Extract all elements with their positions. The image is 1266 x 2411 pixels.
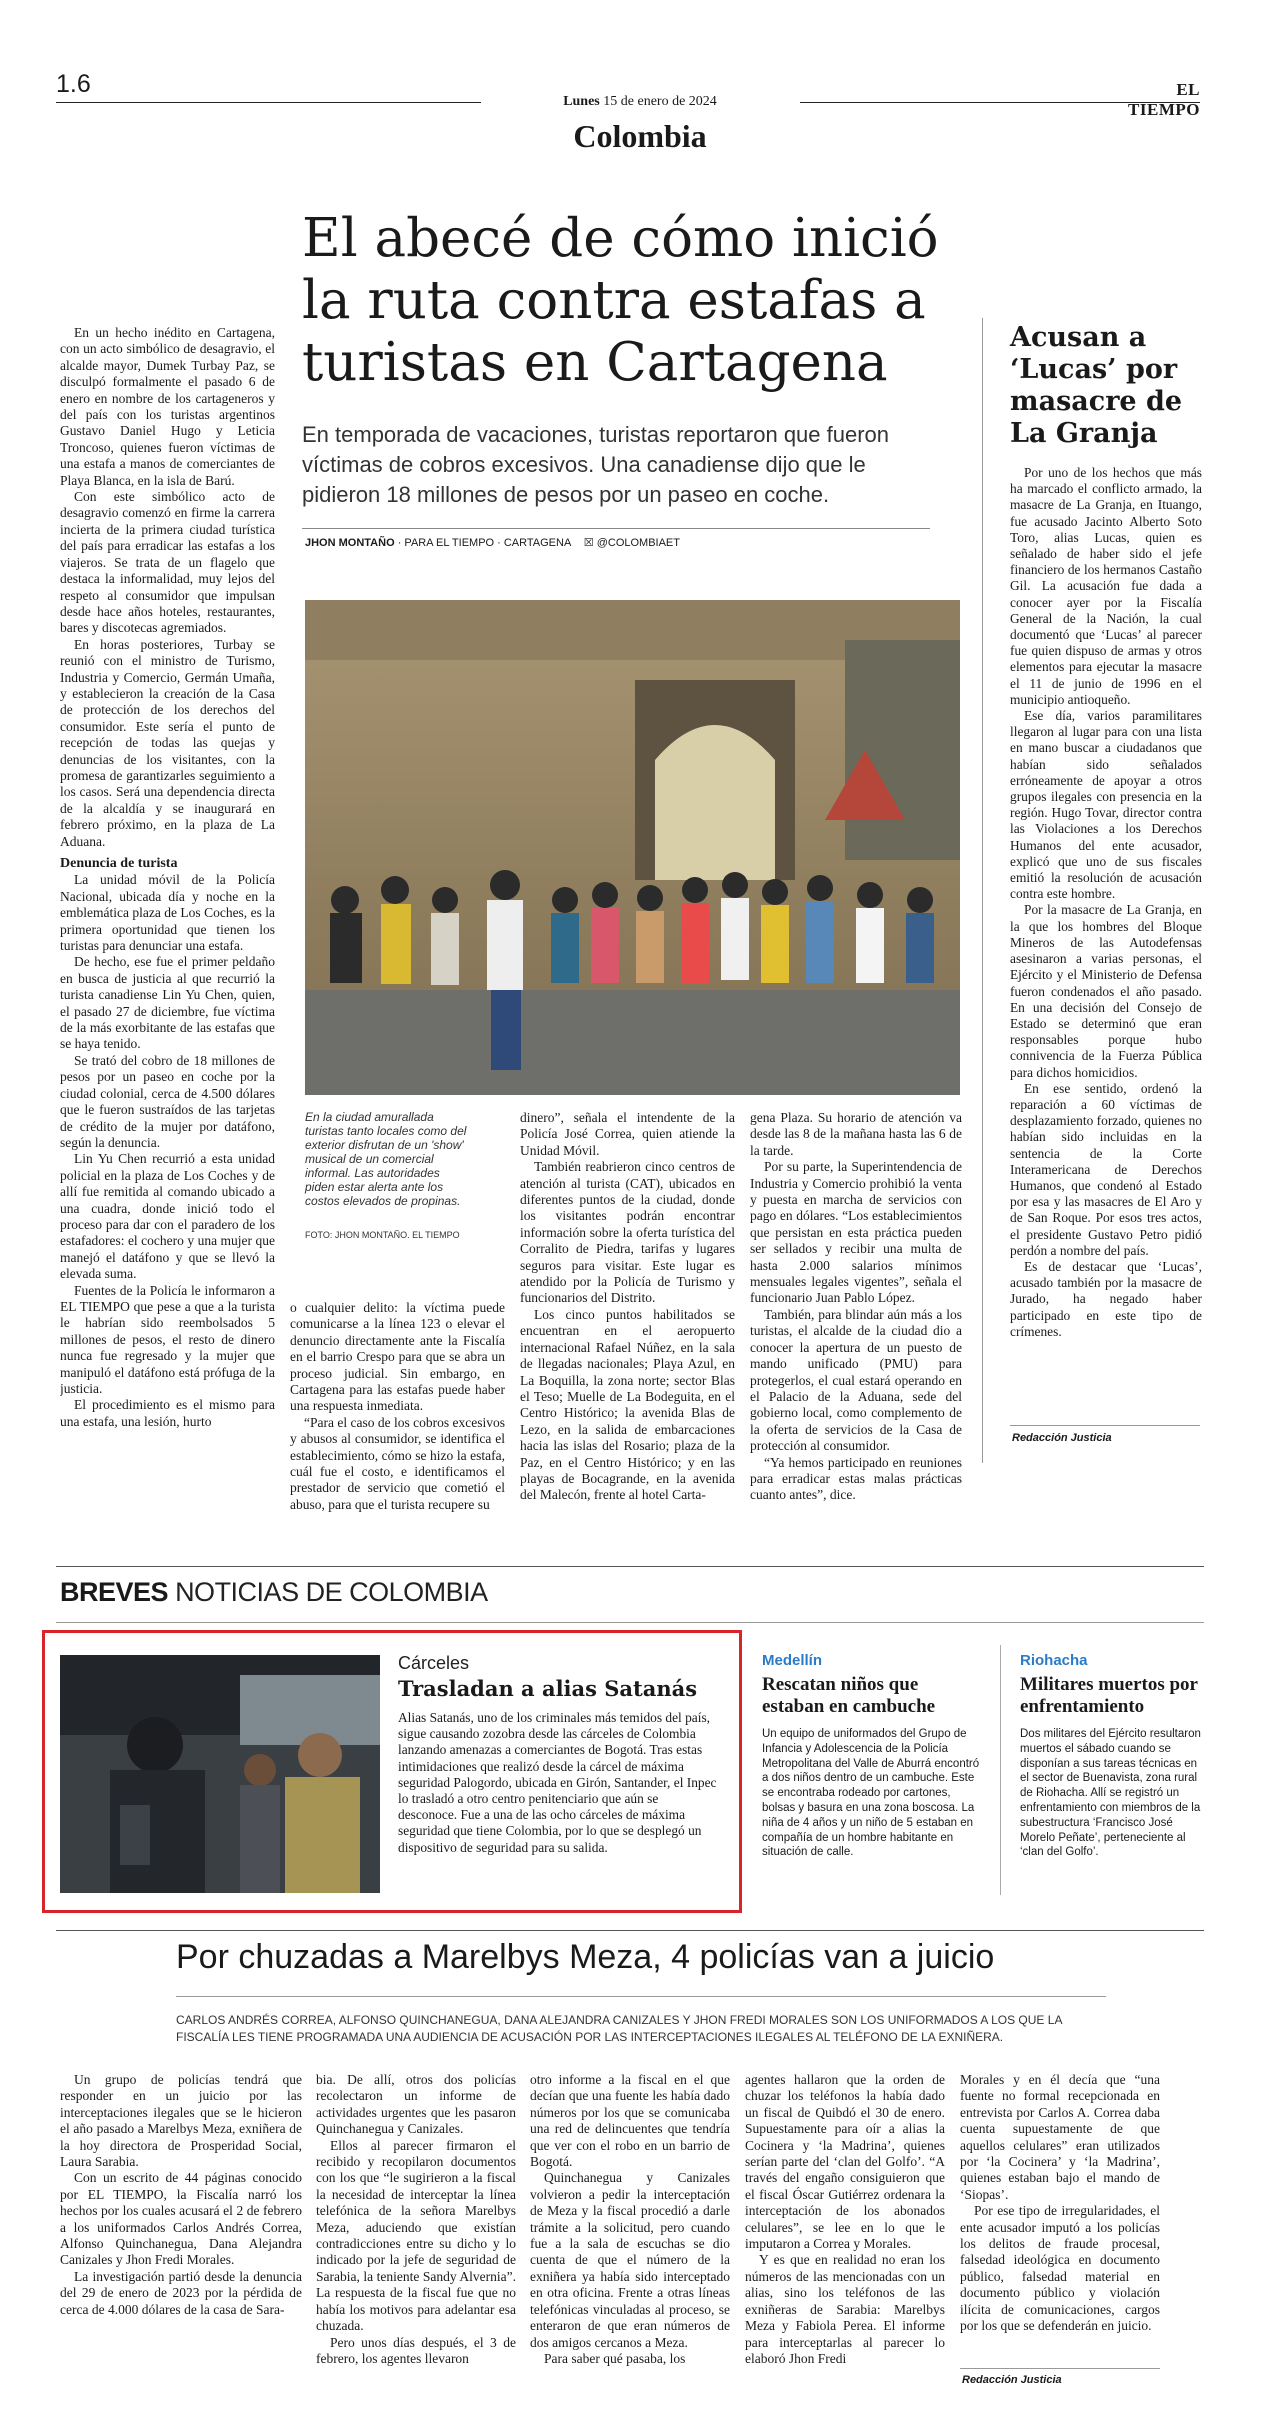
main-col1-para: Fuentes de la Policía le informaron a EL TIEMPO que pese a que a la turista le habrían sido reembolsados 5 millones de pesos, el resto de dinero nunca fue regresado y la mujer que manipuló el datáfono está prófuga de la justicia. bbox=[60, 1282, 275, 1396]
side-signature: Redacción Justicia bbox=[1012, 1432, 1112, 1444]
breve2-body: Un equipo de uniformados del Grupo de Infancia y Adolescencia de la Policía Metropolitana del Valle de Aburrá encontró a dos niños dentro de un cambuche. Este se encontraba rodeado por cartones, bolsas y basura en una zona boscosa. La niña de 4 años y un niño de 5 estaban en compañía de un hombre habitante en situación de calle. bbox=[762, 1728, 980, 1859]
main-deck: En temporada de vacaciones, turistas reportaron que fueron víctimas de cobros excesivos. Una canadiense dijo que le pidieron 18 millones de pesos por un paseo en coche. bbox=[302, 422, 890, 507]
side-headline: Acusan a ‘Lucas’ por masacre de La Granja bbox=[1010, 322, 1183, 449]
bottom-column-3 bbox=[530, 2072, 730, 2390]
bottom-col2-para: bia. De allí, otros dos policías recolectaron un informe de actividades urgentes que les pasaron Quinchanegua y Canizales. bbox=[316, 2072, 516, 2137]
featured-headline: Trasladan a alias Satanás bbox=[398, 1676, 698, 1701]
main-col4-para: “Ya hemos participado en reuniones para erradicar estas malas prácticas cuanto antes”, dice. bbox=[750, 1454, 962, 1503]
breve3-kicker: Riohacha bbox=[1020, 1652, 1088, 1669]
main-column-1 bbox=[60, 325, 275, 1545]
main-col3-para: dinero”, señala el intendente de la Policía José Correa, quien atiende la Unidad Móvil. bbox=[520, 1110, 735, 1158]
featured-kicker: Cárceles bbox=[398, 1653, 470, 1673]
main-col1-para: La unidad móvil de la Policía Nacional, ubicada día y noche en la emblemática plaza de Los Coches, es la primera oportunidad que tienen los turistas para denunciar una estafa. bbox=[60, 872, 275, 954]
police-vehicle-photo bbox=[60, 1655, 380, 1893]
main-photo bbox=[305, 600, 960, 1095]
main-col1-para: En un hecho inédito en Cartagena, con un acto simbólico de desagravio, el alcalde mayor, Dumek Turbay Paz, se disculpó formalmente el pasado 6 de enero en nombre de los cartageneros y del país con los turistas argentinos Gustavo Daniel Hugo y Leticia Troncoso, quienes fueron víctimas de una estafa a manos de comerciantes de Playa Blanca, en la isla de Barú. bbox=[60, 325, 275, 488]
byline bbox=[305, 536, 680, 549]
bottom-col3-para: Quinchanegua y Canizales volvieron a pedir la interceptación de Meza y la fiscal procedió a darle trámite a la solicitud, pero cuando fue a la sala de escuchas se dio cuenta de que el número de la exniñera ya había sido interceptado en otra oficina. Frente a otras líneas telefónicas vinculadas al proceso, se enteraron de que eran números de dos amigos cercanos a Meza. bbox=[530, 2170, 730, 2350]
tourists-street-photo bbox=[305, 600, 960, 1095]
bottom-headline: Por chuzadas a Marelbys Meza, 4 policías van a juicio bbox=[176, 1938, 995, 1976]
header-date-rest: 15 de enero de 2024 bbox=[603, 94, 717, 109]
bottom-signature-rule bbox=[960, 2368, 1160, 2369]
photo-caption: En la ciudad amurallada turistas tanto locales como del exterior disfrutan de un 'show' musical de un comercial informal. Las autoridades piden estar alerta ante los costos elevados de propinas. bbox=[305, 1110, 467, 1208]
breve3-headline: Militares muertos por enfrentamiento bbox=[1020, 1674, 1198, 1717]
bottom-deck: CARLOS ANDRÉS CORREA, ALFONSO QUINCHANEGUA, DANA ALEJANDRA CANIZALES Y JHON FREDI MORALES SON LOS UNIFORMADOS A LOS QUE LA FISCALÍA LES TIENE PROGRAMADA UNA AUDIENCIA DE ACUSACIÓN POR LAS INTERCEPTACIONES ILEGALES AL TELÉFONO DE LA EXNIÑERA. bbox=[176, 2013, 1062, 2044]
bottom-column-1 bbox=[60, 2072, 302, 2390]
main-subhead: Denuncia de turista bbox=[60, 856, 178, 871]
header-date-day: Lunes bbox=[563, 94, 600, 109]
bottom-deck-rule bbox=[176, 1996, 1106, 1997]
main-column-3 bbox=[520, 1110, 735, 1545]
main-col1-para: El procedimiento es el mismo para una estafa, una lesión, hurto bbox=[60, 1397, 275, 1429]
bottom-column-5 bbox=[960, 2072, 1160, 2367]
main-col3-para: Los cinco puntos habilitados se encuentran en el aeropuerto internacional Rafael Núñez, en la sala de llegadas nacionales; Playa Azul, en La Boquilla, la zona norte; sector Blas el Teso; Muelle de La Bodeguita, en el Centro Histórico; la avenida Blas de Lezo, en la salida de embarcaciones hacia las islas del Rosario; plaza de la Paz, en el Centro Histórico; y en las playas de Bocagrande, en la avenida del Malecón, frente al hotel Carta- bbox=[520, 1306, 735, 1503]
main-col1-para: Se trató del cobro de 18 millones de pesos por un paseo en coche por la ciudad colonial, cerca de 4.500 dólares que le fueron sustraídos de las tarjetas de crédito de la mujer por datáfono, según la denuncia. bbox=[60, 1052, 275, 1150]
byline-name: JHON MONTAÑO bbox=[305, 537, 395, 549]
main-headline: El abecé de cómo inició la ruta contra estafas a turistas en Cartagena bbox=[302, 208, 939, 393]
breve3-body: Dos militares del Ejército resultaron muertos el sábado cuando se disponían a sus tareas técnicas en el sector de Buenavista, zona rural de Riohacha. Allí se registró un enfrentamiento con miembros de la subestructura ‘Francisco José Morelo Peñate’, perteneciente al ‘clan del Golfo’. bbox=[1020, 1728, 1201, 1859]
main-col2-para: o cualquier delito: la víctima puede comunicarse a la línea 123 o elevar el denuncio directamente ante la Fiscalía en el barrio Crespo para que se abra un proceso judicial. Sin embargo, en Cartagena para las estafas puede haber una respuesta inmediata. bbox=[290, 1300, 505, 1414]
byline-rest: · PARA EL TIEMPO · CARTAGENA bbox=[397, 537, 571, 549]
side-signature-rule bbox=[1010, 1425, 1200, 1426]
side-para: Por uno de los hechos que más ha marcado el conflicto armado, la masacre de La Granja, en Ituango, fue acusado Jacinto Alberto Soto Toro, alias Lucas, quien es señalado de haber sido el jefe financiero de los hermanos Castaño Gil. La acusación fue dada a conocer ayer por la Fiscalía General de la Nación, la cual documentó que ‘Lucas’ al parecer fue quien dispuso de armas y otros elementos para ejecutar la masacre el 11 de junio de 1996 en el municipio antioqueño. bbox=[1010, 465, 1202, 707]
main-column-4 bbox=[750, 1110, 962, 1545]
side-para: Ese día, varios paramilitares llegaron al lugar para con una lista en mano buscar a ciudadanos que habían sido señalados erróneamente de apoyar a otros grupos ilegales con presencia en la región. Hugo Tovar, director contra las Violaciones a los Derechos Humanos del ente acusador, explicó que uno de sus fiscales emitió la resolución de acusación contra este hombre. bbox=[1010, 708, 1202, 902]
bottom-column-2 bbox=[316, 2072, 516, 2390]
x-social-icon: ☒ bbox=[583, 537, 594, 549]
side-para: Por la masacre de La Granja, en la que los hombres del Bloque Mineros de las Autodefensas asesinaron a varias personas, el Ejército y el Ministerio de Defensa fueron condenados el año pasado. En una decisión del Consejo de Estado se determinó que eran responsables porque hubo connivencia de la Fuerza Pública para dichos homicidios. bbox=[1010, 902, 1202, 1080]
header-date bbox=[520, 94, 760, 110]
breves-label-rest: NOTICIAS DE COLOMBIA bbox=[175, 1577, 488, 1607]
bottom-col5-para: Morales y en él decía que “una fuente no formal recepcionada en entrevista por Carlos A. Correa daba cuenta supuestamente de que aquellos celulares” eran utilizados por ‘la Cocinera’ y ‘la Madrina’, quienes estaban bajo el mando de ‘Siopas’. bbox=[960, 2072, 1160, 2202]
breves-rule-top bbox=[56, 1566, 1204, 1567]
featured-body: Alias Satanás, uno de los criminales más temidos del país, sigue causando zozobra desde las cárceles de Colombia lanzando amenazas a comerciantes de Bogotá. Tras estas intimidaciones que realizó desde la cárcel de máxima seguridad Palogordo, ubicada en Girón, Santander, el Inpec lo trasladó a otro centro penitenciario que aún se desconoce. Fue a una de las ocho cárceles de máxima seguridad que tiene Colombia, por lo que se desplegó un dispositivo de seguridad para su salida. bbox=[398, 1710, 717, 1855]
main-col1-para: De hecho, ese fue el primer peldaño en busca de justicia al que recurrió la turista canadiense Lin Yu Chen, quien, el pasado 27 de diciembre, fue víctima de la más exorbitante de las estafas que se haya tenido. bbox=[60, 954, 275, 1052]
side-body bbox=[1010, 465, 1202, 1425]
bottom-col3-para: otro informe a la fiscal en el que decían que una fuente les había dado números por los que se comunicaba una red de delincuentes que tendría que ver con el robo en un barrio de Bogotá. bbox=[530, 2072, 730, 2170]
breve2-headline: Rescatan niños que estaban en cambuche bbox=[762, 1674, 936, 1717]
brand-logo: EL TIEMPO bbox=[1128, 80, 1200, 119]
bottom-col3-para: Para saber qué pasaba, los bbox=[544, 2350, 686, 2366]
main-col4-para: gena Plaza. Su horario de atención va desde las 8 de la mañana hasta las 6 de la tarde. bbox=[750, 1110, 962, 1158]
side-para: En ese sentido, ordenó la reparación a 60 víctimas de desplazamiento forzado, quienes no habían sido incluidas en la sentencia de la Corte Interamericana de Derechos Humanos, que condenó al Estado por esa y las masacres de El Aro y de San Roque. Por esos tres actos, el presidente Gustavo Petro pidió perdón a nombre del país. bbox=[1010, 1080, 1202, 1258]
main-col1-para: Con este simbólico acto de desagravio comenzó en firme la carrera incierta de la primera ciudad turística del país para erradicar las estafas a los viajeros. Se trata de un flagelo que destaca la informalidad, muy lejos del respeto al consumidor que impulsan desde hace años hoteles, restaurantes, bares y discotecas agremiados. bbox=[60, 489, 275, 636]
bottom-col2-para: Pero unos días después, el 3 de febrero, los agentes llevaron bbox=[316, 2334, 516, 2366]
bottom-column-4 bbox=[745, 2072, 945, 2390]
main-col3-para: También reabrieron cinco centros de atención al turista (CAT), ubicados en diferentes puntos de la ciudad, donde los visitantes podrán encontrar información sobre la oferta turística del Corralito de Piedra, tarifas y lugares seguros para visitar. Este lugar es atendido por la Policía de Turismo y funcionarios del Distrito. bbox=[520, 1159, 735, 1306]
side-divider bbox=[982, 318, 983, 1463]
header-rule-left bbox=[56, 102, 481, 103]
bottom-col1-para: Un grupo de policías tendrá que responder en un juicio por las interceptaciones ilegales que se le hicieron el año pasado a Marelbys Meza, exniñera de la hoy directora de Prosperidad Social, Laura Sarabia. bbox=[60, 2072, 302, 2170]
photo-credit: FOTO: JHON MONTAÑO. EL TIEMPO bbox=[305, 1230, 460, 1240]
bottom-col5-para: Por ese tipo de irregularidades, el ente acusador imputó a los policías los delitos de fraude procesal, falsedad ideológica en documento público, falsedad material en documento público y violación ilícita de comunicaciones, cargos por los que se defenderán en juicio. bbox=[960, 2203, 1160, 2334]
byline-rule-top bbox=[302, 528, 930, 529]
main-col1-para: En horas posteriores, Turbay se reunió con el ministro de Turismo, Industria y Comercio, Germán Umaña, y establecieron la creación de la Casa de protección de los derechos del consumidor. Este sería el punto de recepción de todas las quejas y denuncias de los visitantes, con la promesa de garantizarles seguimiento a los casos. Será una dependencia directa de la alcaldía y se inaugurará en febrero próximo, en la plaza de La Aduana. bbox=[60, 636, 275, 849]
bottom-signature: Redacción Justicia bbox=[962, 2374, 1062, 2386]
main-col4-para: Por su parte, la Superintendencia de Industria y Comercio prohibió la venta y puesta en marcha de servicios con pago en dólares. “Los establecimientos que persistan en esta práctica pueden ser sellados y recibir una multa de hasta 2.000 salarios mínimos mensuales legales vigentes”, señala el funcionario Juan Pablo López. bbox=[750, 1159, 962, 1306]
main-col2-para: “Para el caso de los cobros excesivos y abusos al consumidor, se identifica el establecimiento, cómo se hizo la estafa, cuál fue el costo, e identificamos el prestador de servicio que cometió el abuso, para que el turista recupere su bbox=[290, 1414, 505, 1512]
side-para: Es de destacar que ‘Lucas’, acusado también por la masacre de Jurado, ha negado haber participado en este tipo de crímenes. bbox=[1010, 1258, 1202, 1339]
breves-divider bbox=[1000, 1645, 1001, 1895]
main-col1-para: Lin Yu Chen recurrió a esta unidad policial en la plaza de Los Coches y de allí fue remitida al comando ubicado a una cuadra, donde inició todo el proceso para dar con el paradero de los estafadores: el cochero y una mujer que manejó el datáfono y que se llevó la elevada suma. bbox=[60, 1151, 275, 1282]
main-column-2 bbox=[290, 1300, 505, 1545]
breves-rule-bottom bbox=[56, 1930, 1204, 1931]
bottom-col4-para: agentes hallaron que la orden de chuzar los teléfonos la había dado un fiscal de Quibdó el 30 de enero. Supuestamente para oír a alias la Cocinera y ‘la Madrina’, quienes serían parte del ‘clan del Golfo’. “A través del engaño consiguieron que el fiscal Óscar Gutiérrez ordenara la interceptación de los abonados celulares”, se lee en lo que le imputaron a Correa y Morales. bbox=[745, 2072, 945, 2252]
breves-rule-mid bbox=[56, 1622, 1204, 1623]
breves-label bbox=[60, 1577, 488, 1608]
bottom-col1-para: Con un escrito de 44 páginas conocido por EL TIEMPO, la Fiscalía narró los hechos por los cuales acusará el 2 de febrero a los uniformados Carlos Andrés Correa, Alfonso Quinchanegua, Dana Alejandra Canizales y Jhon Fredi Morales. bbox=[60, 2170, 302, 2268]
satanas-photo bbox=[60, 1655, 380, 1893]
main-col4-para: También, para blindar aún más a los turistas, el alcalde de la ciudad dio a conocer la apertura de un puesto de mando unificado (PMU) para protegerlos, el cual estará operando en el Palacio de la Aduana, sede del gobierno local, como complemento de la oferta de servicios de la Casa de protección al consumidor. bbox=[750, 1306, 962, 1454]
bottom-col1-para: La investigación partió desde la denuncia del 29 de enero de 2023 por la pérdida de cerca de 4.000 dólares de la casa de Sara- bbox=[60, 2268, 302, 2317]
byline-social: @COLOMBIAET bbox=[596, 537, 680, 549]
section-title: Colombia bbox=[573, 118, 707, 154]
breve2-kicker: Medellín bbox=[762, 1652, 823, 1669]
breves-label-bold: BREVES bbox=[60, 1577, 169, 1607]
bottom-col4-para: Y es que en realidad no eran los números de las mencionadas con un alias, sino los teléfonos de las exniñeras de Sarabia: Marelbys Meza y Fabiola Perea. El informe para interceptarlas al parecer lo elaboró Jhon Fredi bbox=[745, 2252, 945, 2366]
bottom-col2-para: Ellos al parecer firmaron el recibido y recopilaron documentos con los que “le sugirieron a la fiscal la necesidad de interceptar la línea telefónica de la señora Marelbys Meza, aduciendo que existían contradicciones entre su dicho y lo indicado por la jefe de seguridad de Sarabia, la teniente Sandy Alvernia”. La respuesta de la fiscal fue que no había los motivos para adelantar esa chuzada. bbox=[316, 2137, 516, 2334]
page-number: 1.6 bbox=[56, 70, 91, 98]
